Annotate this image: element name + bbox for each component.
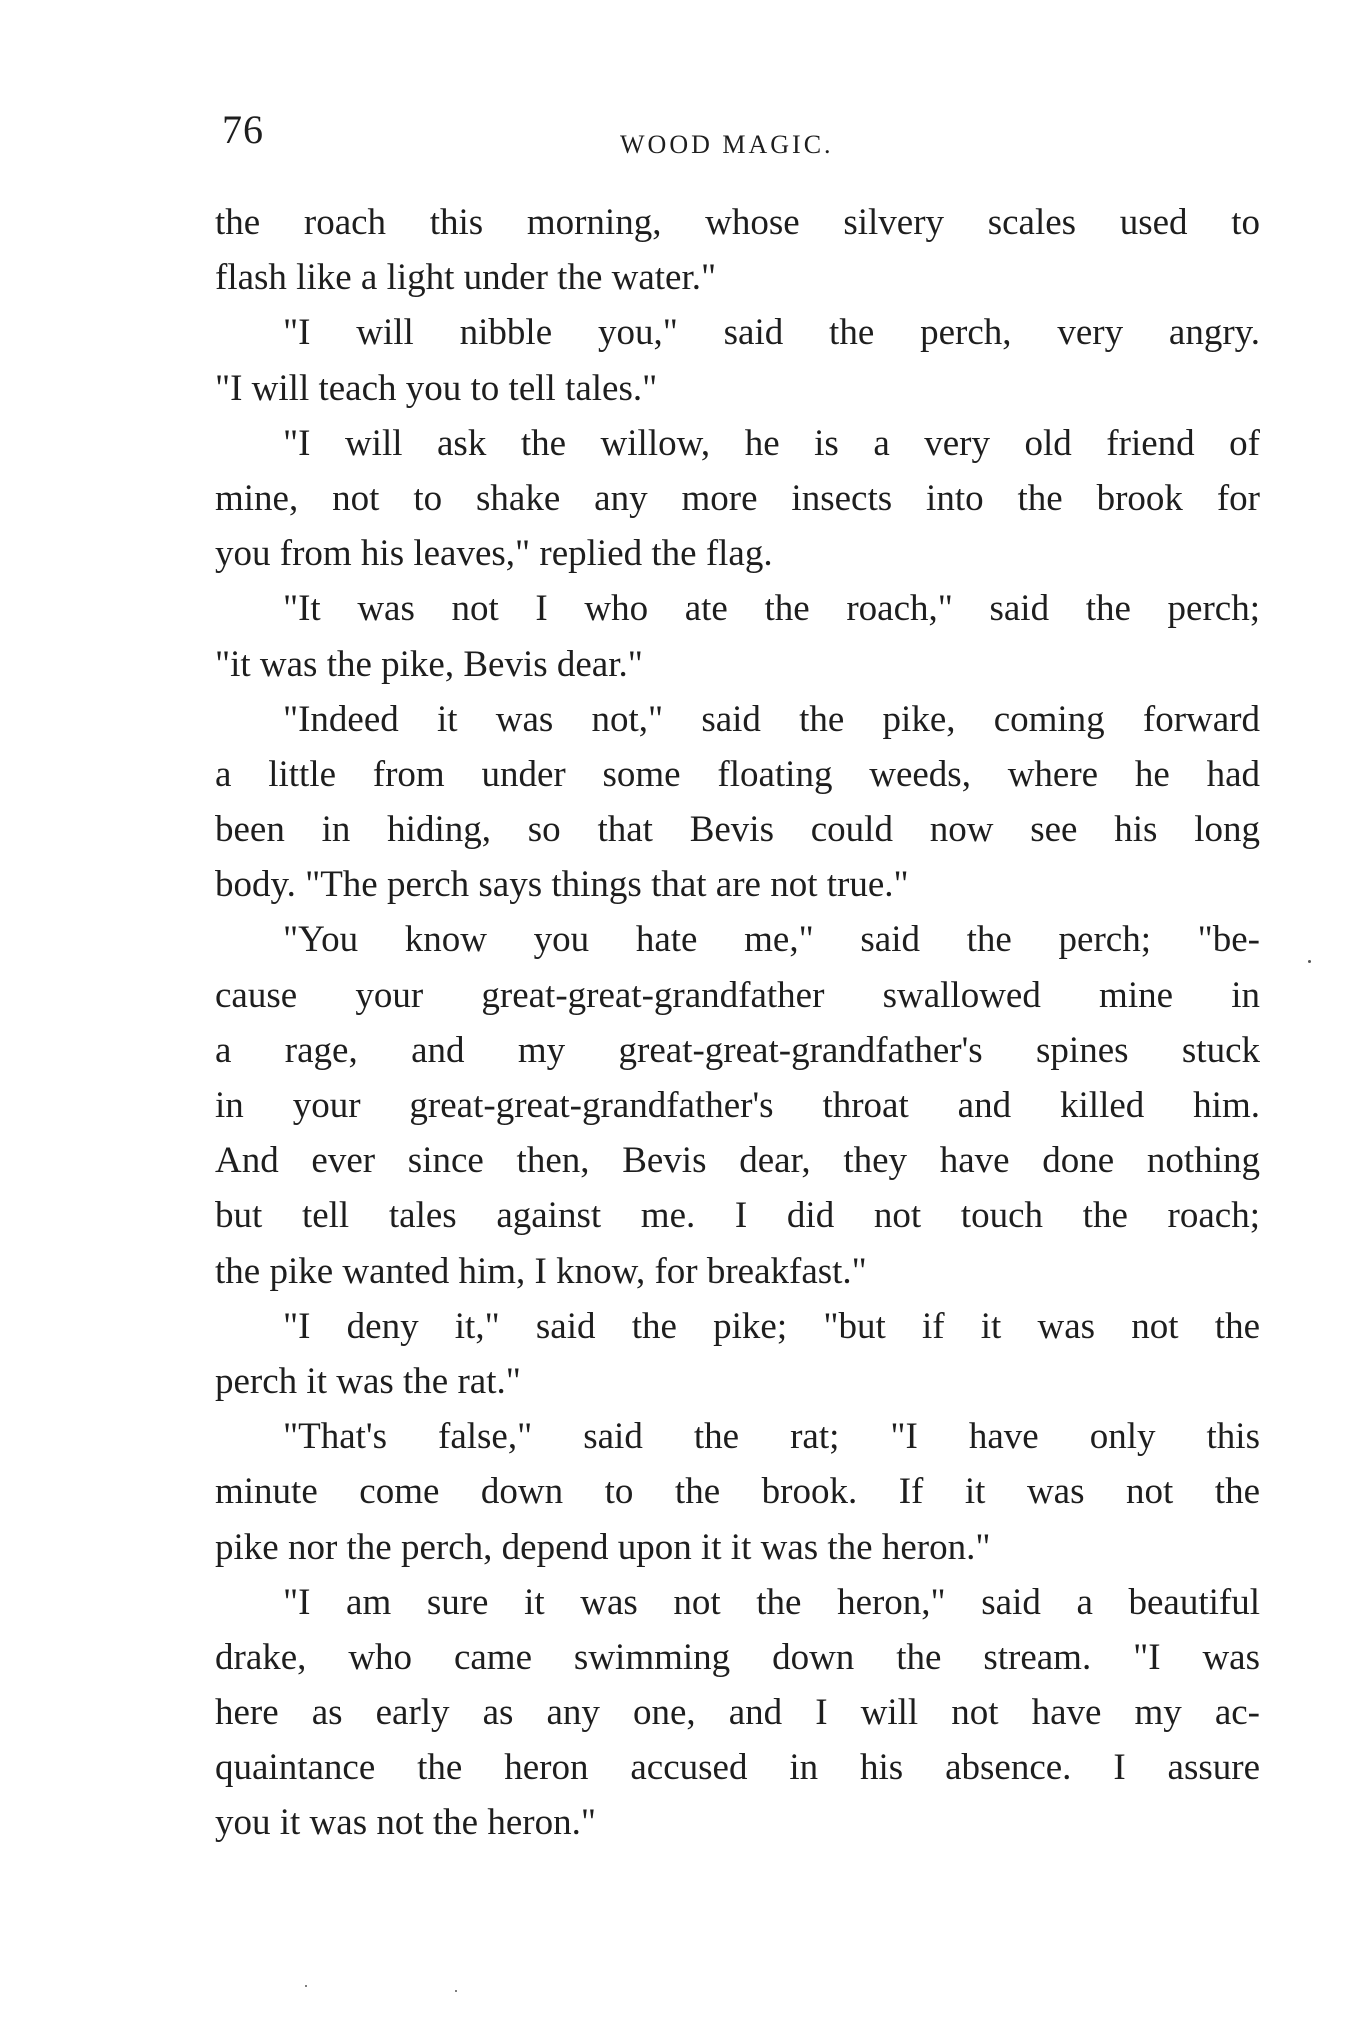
text-line: "I will teach you to tell tales." (215, 367, 658, 409)
text-line: body. "The perch says things that are not true." (215, 864, 909, 906)
text-line: flash like a light under the water." (215, 257, 717, 299)
text-line: but tell tales against me. I did not touch the roach; (215, 1195, 1260, 1237)
text-line: the roach this morning, whose silvery scales used to (215, 202, 1260, 243)
text-line: "Indeed it was not," said the pike, coming forward (283, 698, 1260, 740)
text-line: a rage, and my great-great-grandfather's spines stuck (215, 1029, 1260, 1071)
text-line: here as early as any one, and I will not have my ac- (215, 1692, 1260, 1734)
paragraph (215, 195, 1260, 305)
text-line: "I will nibble you," said the perch, very angry. (283, 312, 1260, 354)
paragraph (215, 1299, 1260, 1409)
text-line: been in hiding, so that Bevis could now see his long (215, 809, 1260, 851)
text-line: in your great-great-grandfather's throat and killed him. (215, 1085, 1260, 1126)
paragraph (215, 1575, 1260, 1851)
paragraph (215, 1409, 1260, 1575)
paper-speck (305, 1985, 307, 1987)
paragraph (215, 912, 1260, 1298)
page-number: 76 (222, 107, 264, 152)
text-line: drake, who came swimming down the stream. "I was (215, 1636, 1260, 1678)
text-line: you from his leaves," replied the flag. (215, 533, 773, 575)
text-line: cause your great-great-grandfather swallowed mine in (215, 974, 1260, 1016)
text-line: the pike wanted him, I know, for breakfast." (215, 1250, 867, 1292)
text-line: perch it was the rat." (215, 1360, 521, 1402)
text-line: "That's false," said the rat; "I have only this (283, 1416, 1260, 1458)
text-line: "I am sure it was not the heron," said a beautiful (283, 1581, 1260, 1623)
text-line: pike nor the perch, depend upon it it was the heron." (215, 1526, 991, 1568)
body-text (215, 195, 1260, 1851)
text-line: And ever since then, Bevis dear, they have done nothing (215, 1140, 1260, 1182)
text-line: "You know you hate me," said the perch; "be- (283, 919, 1260, 961)
text-line: a little from under some floating weeds, where he had (215, 753, 1260, 795)
text-line: mine, not to shake any more insects into the brook for (215, 477, 1260, 519)
text-line: "I will ask the willow, he is a very old friend of (283, 422, 1260, 464)
paragraph (215, 581, 1260, 691)
paper-speck (1308, 960, 1311, 963)
paragraph (215, 692, 1260, 913)
text-line: "It was not I who ate the roach," said the perch; (283, 588, 1260, 630)
text-line: minute come down to the brook. If it was not the (215, 1471, 1260, 1513)
text-line: you it was not the heron." (215, 1802, 596, 1844)
paper-speck (455, 1990, 457, 1992)
paragraph (215, 416, 1260, 582)
text-line: quaintance the heron accused in his absence. I assure (215, 1747, 1260, 1789)
running-title: WOOD MAGIC. (620, 130, 834, 159)
paragraph (215, 305, 1260, 415)
text-line: "it was the pike, Bevis dear." (215, 643, 643, 685)
text-line: "I deny it," said the pike; "but if it was not the (283, 1305, 1260, 1347)
